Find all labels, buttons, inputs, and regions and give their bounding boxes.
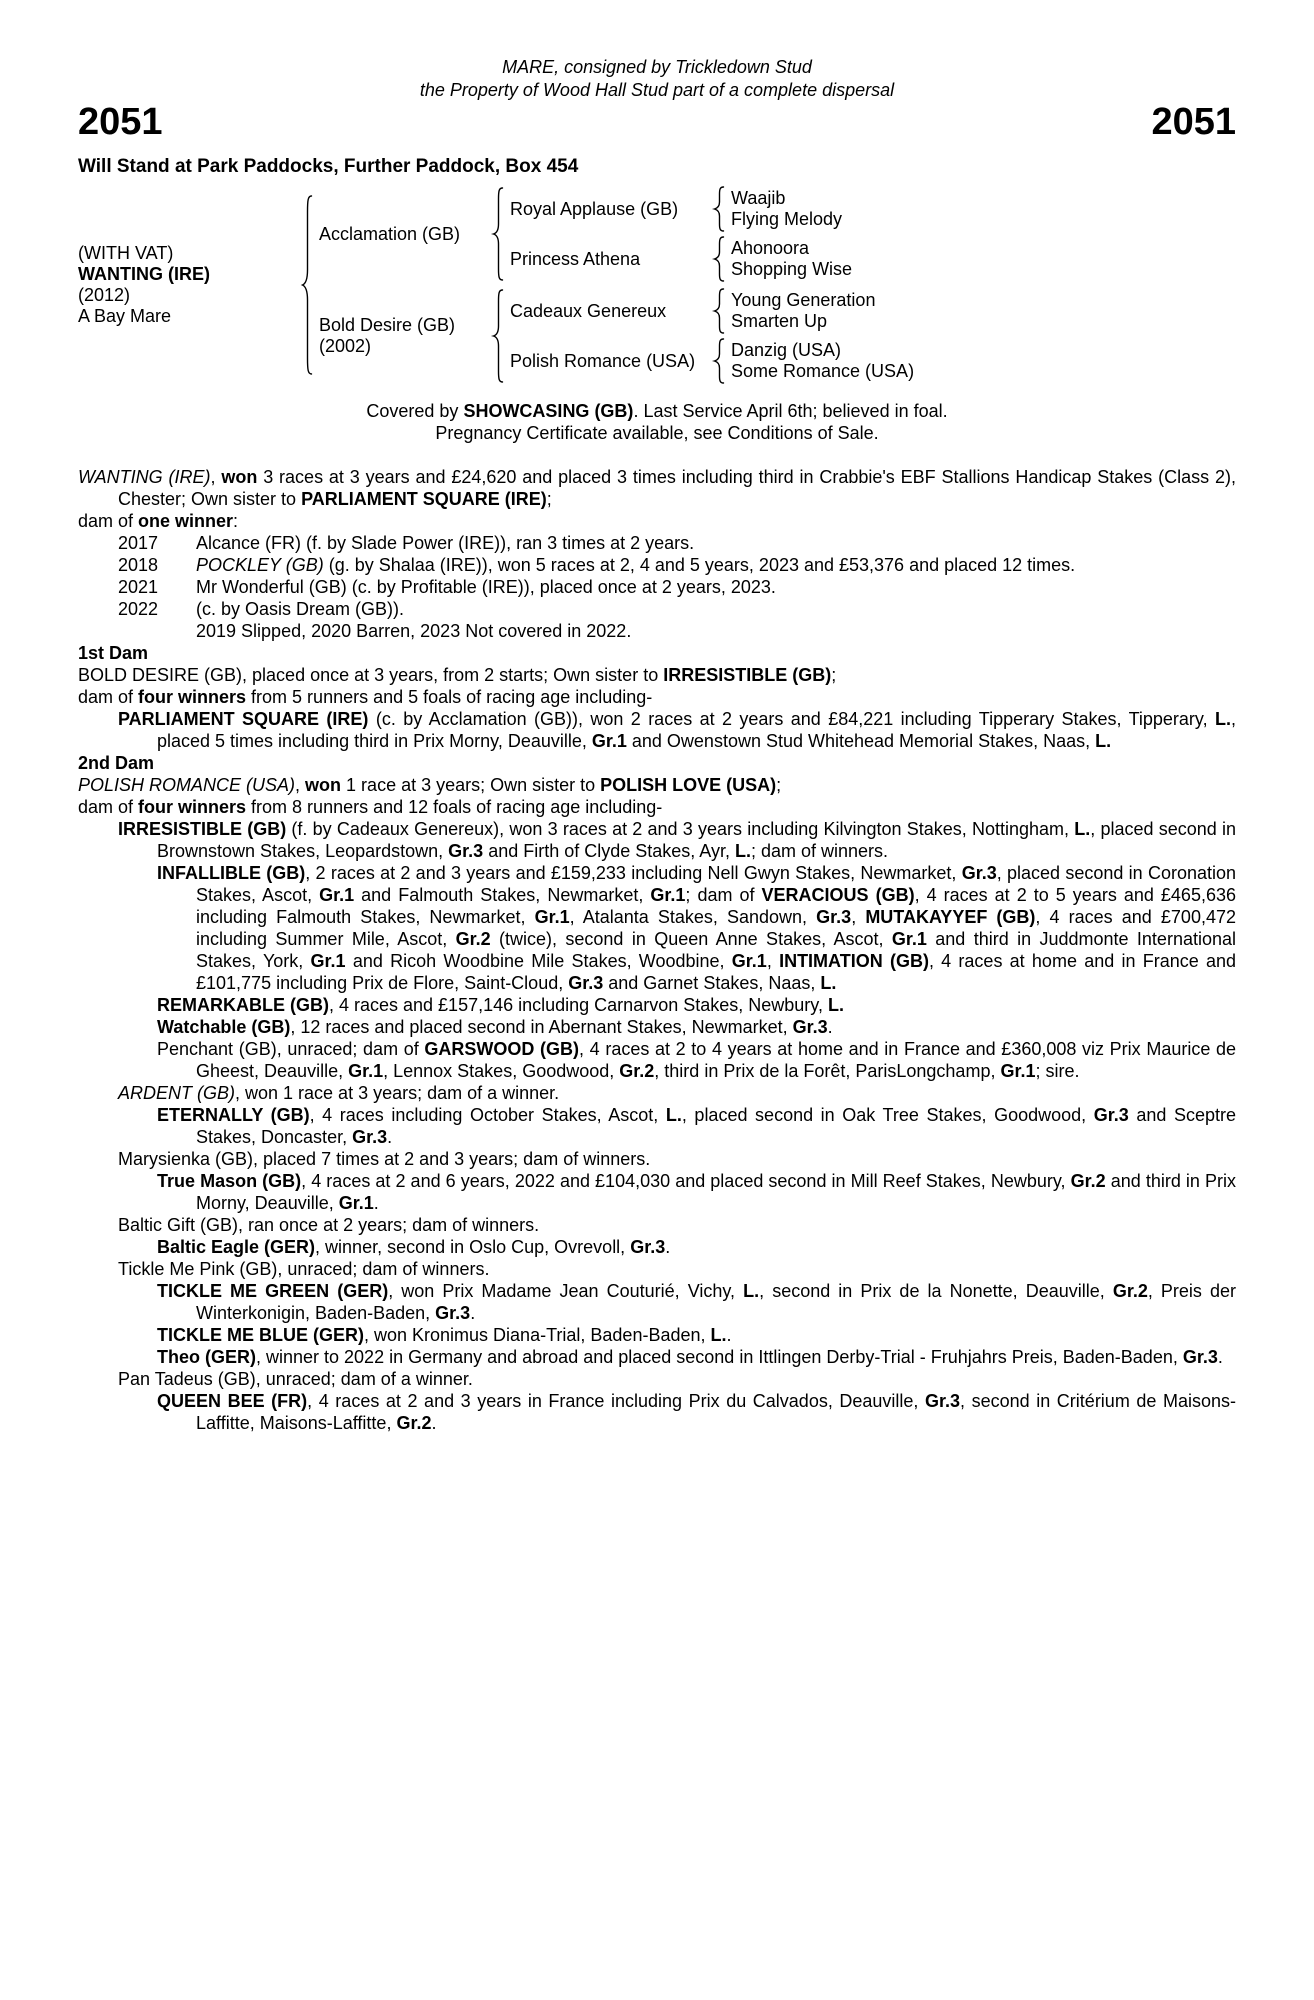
property-line: the Property of Wood Hall Stud part of a complete dispersal [419, 80, 895, 100]
progeny-paragraph [78, 1324, 1236, 1346]
text-run: . [431, 1413, 437, 1433]
pedigree-ancestor: Flying Melody [731, 209, 843, 229]
pedigree-ancestor: Smarten Up [731, 311, 828, 331]
text-run: and third in Prix Morny, Deauville, [196, 1171, 1236, 1213]
text-run: ETERNALLY (GB) [157, 1105, 310, 1125]
dam-sire-name: Cadeaux Genereux [510, 300, 667, 321]
progeny-paragraph [78, 1390, 1236, 1434]
text-run: . [387, 1127, 393, 1147]
text-run: POCKLEY (GB) [196, 555, 324, 575]
covering-notes [78, 400, 1236, 444]
text-run: : [233, 511, 239, 531]
sire-name: Acclamation (GB) [319, 223, 461, 244]
second-dam-heading [78, 752, 1236, 774]
pedigree-ancestor: Danzig (USA) [731, 340, 842, 360]
text-run: one winner [138, 511, 234, 531]
text-run: 2nd Dam [78, 753, 155, 773]
progeny-paragraph [78, 1148, 1236, 1170]
text-run: , second in Prix de la Nonette, Deauville, [759, 1281, 1113, 1301]
text-run: Marysienka (GB), placed 7 times at 2 and 3 years; dam of winners. [118, 1149, 651, 1169]
subject-colour: A Bay Mare [78, 306, 172, 326]
progeny-paragraph [78, 1104, 1236, 1148]
text-run: Gr.3 [568, 973, 604, 993]
text-run: , Atalanta Stakes, Sandown, [569, 907, 817, 927]
text-run: L. [1074, 819, 1091, 839]
text-run: , placed second in Coronation Stakes, Ascot, [196, 863, 1236, 905]
text-run: , [295, 775, 306, 795]
text-run: . Last Service April 6th; believed in foal. [633, 401, 948, 421]
dam-of-line [78, 686, 1236, 708]
progeny-paragraph [78, 1236, 1236, 1258]
dam-parents-column [510, 288, 914, 384]
lot-number-right: 2051 [1151, 101, 1236, 143]
text-run: INTIMATION (GB) [779, 951, 929, 971]
granddam-block [510, 236, 852, 282]
text-run: Gr.3 [352, 1127, 388, 1147]
text-run: GARSWOOD (GB) [424, 1039, 580, 1059]
grandsire-block [510, 186, 852, 232]
text-run: , placed second in Brownstown Stakes, Leopardstown, [157, 819, 1236, 861]
text-run: four winners [138, 687, 247, 707]
text-run: , 4 races at 2 to 5 years and £465,636 including Falmouth Stakes, Newmarket, [196, 885, 1236, 927]
gen1-brace-icon [299, 195, 314, 375]
text-run: and third in Juddmonte International Stakes, York, [196, 929, 1236, 971]
text-run: Gr.3 [1093, 1105, 1129, 1125]
produce-record [78, 554, 1236, 576]
dam-brace-icon [490, 289, 505, 383]
produce-note [78, 620, 1236, 642]
text-run: , [766, 951, 780, 971]
text-run: Pregnancy Certificate available, see Conditions of Sale. [435, 423, 879, 443]
text-run: Gr.3 [435, 1303, 471, 1323]
first-dam-paragraph [78, 664, 1236, 686]
text-run: , 12 races and placed second in Abernant Stakes, Newmarket, [290, 1017, 793, 1037]
text-run: PARLIAMENT SQUARE (IRE) [118, 709, 369, 729]
text-run: L. [820, 973, 837, 993]
text-run: Gr.1 [731, 951, 767, 971]
text-run: . [470, 1303, 476, 1323]
pedigree-ancestor: Young Generation [731, 290, 876, 310]
text-run: , placed second in Oak Tree Stakes, Goodwood, [681, 1105, 1094, 1125]
text-run: , 4 races at 2 to 4 years at home and in France and £360,008 viz Prix Maurice de Gheest, Deauville, [196, 1039, 1237, 1081]
text-run: Gr.1 [338, 1193, 374, 1213]
progeny-paragraph [78, 708, 1236, 752]
dam-block [319, 288, 914, 384]
text-run: , Preis der Winterkonigin, Baden-Baden, [196, 1281, 1236, 1323]
dam-name-block [319, 315, 485, 357]
progeny-paragraph [78, 994, 1236, 1016]
subject-foaling-year: (2012) [78, 285, 131, 305]
text-run: (g. by Shalaa (IRE)), won 5 races at 2, 4 and 5 years, 2023 and £53,376 and placed 12 times. [323, 555, 1076, 575]
text-run: Gr.3 [448, 841, 484, 861]
produce-year: 2017 [118, 533, 159, 553]
text-run: SHOWCASING (GB) [463, 401, 634, 421]
produce-record [78, 598, 1236, 620]
progeny-paragraph [78, 1214, 1236, 1236]
text-run: ARDENT (GB) [118, 1083, 235, 1103]
progeny-paragraph [78, 1038, 1236, 1082]
text-run: WANTING (IRE) [78, 467, 211, 487]
text-run: ; [776, 775, 782, 795]
sire-block [319, 186, 914, 282]
text-run: Gr.2 [455, 929, 491, 949]
text-run: ; [546, 489, 552, 509]
dam-dam-name: Polish Romance (USA) [510, 350, 696, 371]
text-run: and Garnet Stakes, Naas, [603, 973, 821, 993]
text-run: . [373, 1193, 379, 1213]
text-run: . [665, 1237, 671, 1257]
pedigree-ancestor: Ahonoora [731, 238, 810, 258]
produce-year: 2022 [118, 599, 159, 619]
text-run: . [726, 1325, 732, 1345]
text-run: Gr.1 [650, 885, 686, 905]
text-run: Gr.1 [891, 929, 927, 949]
text-run: , winner, second in Oslo Cup, Ovrevoll, [315, 1237, 631, 1257]
produce-text [196, 532, 1236, 554]
stand-location-note: Will Stand at Park Paddocks, Further Paddock, Box 454 [78, 156, 579, 177]
progeny-paragraph [78, 1082, 1236, 1104]
pair-brace-icon [711, 338, 726, 384]
text-run: from 8 runners and 12 foals of racing age including- [246, 797, 663, 817]
text-run: . [1217, 1347, 1223, 1367]
text-run: and Sceptre Stakes, Doncaster, [196, 1105, 1236, 1147]
dam-name: Bold Desire (GB) [319, 315, 456, 335]
covering-line [78, 400, 1236, 422]
text-run: , 4 races and £700,472 including Summer Mile, Ascot, [196, 907, 1236, 949]
text-run: Gr.3 [1182, 1347, 1218, 1367]
ancestor-pair [731, 238, 852, 280]
text-run: Theo (GER) [157, 1347, 256, 1367]
pair-brace-icon [711, 288, 726, 334]
lead-paragraph [78, 466, 1236, 510]
text-run: , winner to 2022 in Germany and abroad and placed second in Ittlingen Derby-Trial - Fruhjahrs Preis, Baden-Baden, [256, 1347, 1183, 1367]
sire-brace-icon [490, 187, 505, 281]
produce-text [196, 554, 1236, 576]
text-run: . [827, 1017, 833, 1037]
pedigree-ancestor: Shopping Wise [731, 259, 853, 279]
gen1-column [319, 186, 914, 384]
text-run: Gr.1 [534, 907, 570, 927]
text-run: Gr.2 [1112, 1281, 1148, 1301]
text-run: ; sire. [1035, 1061, 1080, 1081]
text-run: Gr.3 [961, 863, 997, 883]
text-run: VERACIOUS (GB) [761, 885, 915, 905]
progeny-paragraph [78, 862, 1236, 994]
progeny-paragraph [78, 1016, 1236, 1038]
pedigree-ancestor: Waajib [731, 188, 786, 208]
text-run: Alcance (FR) (f. by Slade Power (IRE)), ran 3 times at 2 years. [196, 533, 695, 553]
text-run: QUEEN BEE (FR) [157, 1391, 308, 1411]
sire-dam-name: Princess Athena [510, 248, 641, 269]
text-run: ; dam of winners. [750, 841, 889, 861]
text-run: , 4 races at 2 and 6 years, 2022 and £104,030 and placed second in Mill Reef Stakes, Newbury, [301, 1171, 1071, 1191]
progeny-paragraph [78, 1170, 1236, 1214]
ancestor-pair [731, 188, 842, 230]
text-run: BOLD DESIRE (GB), placed once at 3 years, from 2 starts; Own sister to [78, 665, 664, 685]
pair-brace-icon [711, 236, 726, 282]
text-run: Covered by [366, 401, 464, 421]
dam-of-line [78, 796, 1236, 818]
text-run: 1 race at 3 years; Own sister to [341, 775, 601, 795]
dam-of-line [78, 510, 1236, 532]
text-run: Gr.2 [396, 1413, 432, 1433]
dam-foaling-year: (2002) [319, 336, 372, 356]
text-run: (twice), second in Queen Anne Stakes, Ascot, [490, 929, 892, 949]
produce-record [78, 532, 1236, 554]
pregnancy-line [78, 422, 1236, 444]
text-run: and Ricoh Woodbine Mile Stakes, Woodbine, [345, 951, 732, 971]
text-run: 3 races at 3 years and £24,620 and placed 3 times including third in Crabbie's EBF Stallions Handicap Stakes (Class 2), Chester; Own sister to [118, 467, 1236, 509]
granddam-block [510, 338, 914, 384]
progeny-paragraph [78, 1346, 1236, 1368]
text-run: 1st Dam [78, 643, 149, 663]
text-run: IRRESISTIBLE (GB) [663, 665, 832, 685]
text-run: dam of [78, 687, 139, 707]
text-run: Gr.2 [619, 1061, 655, 1081]
text-run: IRRESISTIBLE (GB) [118, 819, 287, 839]
pedigree-ancestor: Some Romance (USA) [731, 361, 915, 381]
subject-details [78, 243, 294, 327]
text-run: L. [734, 841, 751, 861]
text-run: Gr.3 [630, 1237, 666, 1257]
produce-text [196, 576, 1236, 598]
catalogue-body [78, 466, 1236, 1434]
lot-number-row [78, 102, 1236, 142]
ancestor-pair [731, 340, 914, 382]
text-run: , 4 races including October Stakes, Ascot, [309, 1105, 666, 1125]
ancestor-pair [731, 290, 875, 332]
text-run: , second in Critérium de Maisons-Laffitte, Maisons-Laffitte, [196, 1391, 1236, 1433]
progeny-paragraph [78, 1258, 1236, 1280]
produce-record [78, 576, 1236, 598]
text-run: from 5 runners and 5 foals of racing age including- [246, 687, 653, 707]
text-run: , won Prix Madame Jean Couturié, Vichy, [388, 1281, 744, 1301]
text-run: four winners [138, 797, 247, 817]
text-run: L. [665, 1105, 682, 1125]
text-run: and Owenstown Stud Whitehead Memorial Stakes, Naas, [626, 731, 1096, 751]
text-run: ; [831, 665, 837, 685]
first-dam-heading [78, 642, 1236, 664]
text-run: , third in Prix de la Forêt, ParisLongchamp, [654, 1061, 1001, 1081]
text-run: (f. by Cadeaux Genereux), won 3 races at 2 and 3 years including Kilvington Stakes, Nottingham, [286, 819, 1075, 839]
text-run: L. [1214, 709, 1231, 729]
subject-name: WANTING (IRE) [78, 264, 210, 284]
grandsire-block [510, 288, 914, 334]
progeny-paragraph [78, 1280, 1236, 1324]
text-run: Gr.1 [591, 731, 627, 751]
text-run: L. [743, 1281, 760, 1301]
progeny-paragraph [78, 1368, 1236, 1390]
pair-brace-icon [711, 186, 726, 232]
text-run: , won 1 race at 3 years; dam of a winner. [235, 1083, 560, 1103]
produce-year [118, 620, 196, 642]
text-run: TICKLE ME GREEN (GER) [157, 1281, 389, 1301]
text-run: MUTAKAYYEF (GB) [865, 907, 1036, 927]
text-run: True Mason (GB) [157, 1171, 302, 1191]
produce-text [196, 620, 1236, 642]
text-run: Pan Tadeus (GB), unraced; dam of a winner. [118, 1369, 473, 1389]
text-run: and Firth of Clyde Stakes, Ayr, [483, 841, 735, 861]
text-run: INFALLIBLE (GB) [157, 863, 306, 883]
text-run: Watchable (GB) [157, 1017, 291, 1037]
text-run: Baltic Eagle (GER) [157, 1237, 316, 1257]
text-run: dam of [78, 511, 139, 531]
text-run: ; dam of [685, 885, 762, 905]
text-run: Gr.2 [1070, 1171, 1106, 1191]
text-run: POLISH LOVE (USA) [600, 775, 777, 795]
text-run: Gr.3 [925, 1391, 961, 1411]
text-run: Gr.1 [310, 951, 346, 971]
text-run: Mr Wonderful (GB) (c. by Profitable (IRE)), placed once at 2 years, 2023. [196, 577, 776, 597]
text-run: TICKLE ME BLUE (GER) [157, 1325, 364, 1345]
text-run: L. [1095, 731, 1112, 751]
text-run: Penchant (GB), unraced; dam of [157, 1039, 425, 1059]
sire-parents-column [510, 186, 852, 282]
pedigree-table [78, 186, 1236, 384]
text-run: , 4 races and £157,146 including Carnarvon Stakes, Newbury, [328, 995, 828, 1015]
text-run: POLISH ROMANCE (USA) [78, 775, 296, 795]
text-run: , won Kronimus Diana-Trial, Baden-Baden, [364, 1325, 711, 1345]
text-run: Gr.3 [816, 907, 852, 927]
text-run: won [221, 467, 258, 487]
text-run: REMARKABLE (GB) [157, 995, 329, 1015]
text-run: Tickle Me Pink (GB), unraced; dam of winners. [118, 1259, 490, 1279]
text-run: (c. by Acclamation (GB)), won 2 races at 2 years and £84,221 including Tipperary Stakes, Tipperary, [368, 709, 1215, 729]
vat-note: (WITH VAT) [78, 243, 174, 263]
text-run: dam of [78, 797, 139, 817]
text-run: PARLIAMENT SQUARE (IRE) [301, 489, 547, 509]
text-run: , [851, 907, 866, 927]
text-run: 2019 Slipped, 2020 Barren, 2023 Not covered in 2022. [196, 621, 632, 641]
text-run: Gr.1 [319, 885, 355, 905]
produce-year: 2021 [118, 577, 159, 597]
text-run: L. [710, 1325, 727, 1345]
text-run: won [305, 775, 342, 795]
lot-number-left: 2051 [78, 101, 163, 143]
text-run: Baltic Gift (GB), ran once at 2 years; dam of winners. [118, 1215, 540, 1235]
second-dam-paragraph [78, 774, 1236, 796]
produce-text [196, 598, 1236, 620]
text-run: , Lennox Stakes, Goodwood, [383, 1061, 620, 1081]
text-run: , 4 races at home and in France and £101,775 including Prix de Flore, Saint-Cloud, [196, 951, 1236, 993]
text-run: , [210, 467, 222, 487]
text-run: Gr.1 [348, 1061, 384, 1081]
text-run: (c. by Oasis Dream (GB)). [196, 599, 405, 619]
text-run: , 2 races at 2 and 3 years and £159,233 including Nell Gwyn Stakes, Newmarket, [305, 863, 962, 883]
text-run: , 4 races at 2 and 3 years in France including Prix du Calvados, Deauville, [307, 1391, 926, 1411]
text-run: Gr.1 [1000, 1061, 1036, 1081]
text-run: and Falmouth Stakes, Newmarket, [354, 885, 651, 905]
text-run: L. [827, 995, 844, 1015]
produce-year: 2018 [118, 555, 159, 575]
consignor-line: MARE, consigned by Trickledown Stud [502, 57, 812, 77]
progeny-paragraph [78, 818, 1236, 862]
text-run: , placed 5 times including third in Prix Morny, Deauville, [157, 709, 1236, 751]
text-run: Gr.3 [792, 1017, 828, 1037]
sire-sire-name: Royal Applause (GB) [510, 198, 679, 219]
